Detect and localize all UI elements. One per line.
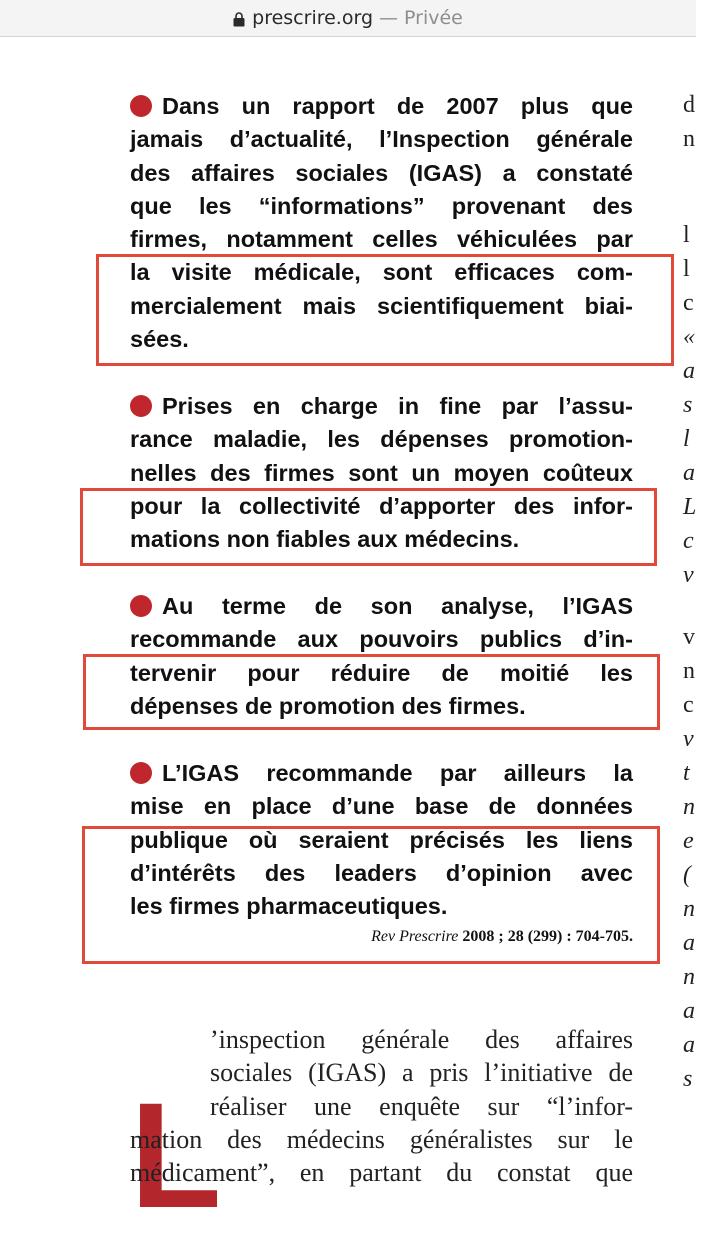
summary-point-4: L’IGAS recommande par ailleurs la mise en place d’une base de données publique où seraient précisés les liens d’intérêts des leaders d’opinion avec les firmes pharmaceutiques. Rev Prescrire 2008 ; 28 (299) : 704-705.	[130, 757, 633, 949]
summary-point-3: Au terme de son analyse, l’IGAS recommande aux pouvoirs publics d’in- tervenir pour réduire de moitié les dépenses de promotion des firmes.	[130, 593, 633, 719]
bullet-dot-icon	[130, 95, 152, 117]
highlight-box-2	[80, 488, 657, 566]
highlight-box-3	[83, 654, 660, 730]
page-content: Dans un rapport de 2007 plus que jamais d’actualité, l’Inspection générale des affaires sociales (IGAS) a constaté que les “informations” provenant des firmes, notamment celles véhiculées par la visite médicale, sont efficaces com- mercialement mais scientifiquement biai- sées. Prises en charge in fine par l’assu- rance maladie, les dépenses promotion- nelles des firmes sont un moyen coûteux pour la collectivité d’apporter des infor- mations non fiables aux médecins. Au terme de son analyse, l’IGAS recommande aux pouvoirs publics d’in- tervenir pour réduire de moitié les dépenses de promotion des firmes. L’IGAS recommande par ailleurs la mise en place d’une base de données publique où seraient précisés les liens d’intérêts des leaders d’opinion avec les firmes pharmaceutiques. Rev Prescrire 2008 ; 28 (299) : 704-705. L ’inspection générale des affaires sociales (IGAS) a pris l’initiative de réaliser une enquête sur “l’infor- mation des médecins généralistes sur le médicament”, en partant du constat que d n l l c « a s l a L c v v n c v t n e ( n a n a a s	[0, 36, 696, 1200]
separator: —	[379, 7, 399, 29]
highlight-box-1	[96, 254, 674, 366]
bullet-dot-icon	[130, 595, 152, 617]
bullet-dot-icon	[130, 762, 152, 784]
drop-cap: L	[130, 1071, 222, 1239]
private-mode-label: Privée	[404, 7, 463, 29]
address-bar[interactable]	[0, 0, 696, 37]
summary-point-1: Dans un rapport de 2007 plus que jamais d’actualité, l’Inspection générale des affaires sociales (IGAS) a constaté que les “informations” provenant des firmes, notamment celles véhiculées par la visite médicale, sont efficaces com- mercialement mais scientifiquement biai- sées.	[130, 93, 633, 353]
article-body: ’inspection générale des affaires sociales (IGAS) a pris l’initiative de réaliser une enquête sur “l’infor- mation des médecins généralistes sur le médicament”, en partant du constat que	[130, 1025, 633, 1188]
bullet-dot-icon	[130, 395, 152, 417]
domain-text: prescrire.org	[252, 7, 374, 29]
summary-point-2: Prises en charge in fine par l’assu- rance maladie, les dépenses promotion- nelles des firmes sont un moyen coûteux pour la collectivité d’apporter des infor- mations non fiables aux médecins.	[130, 393, 633, 553]
highlight-box-4	[82, 826, 660, 964]
citation: Rev Prescrire 2008 ; 28 (299) : 704-705.	[371, 928, 633, 946]
lock-icon	[233, 12, 245, 27]
